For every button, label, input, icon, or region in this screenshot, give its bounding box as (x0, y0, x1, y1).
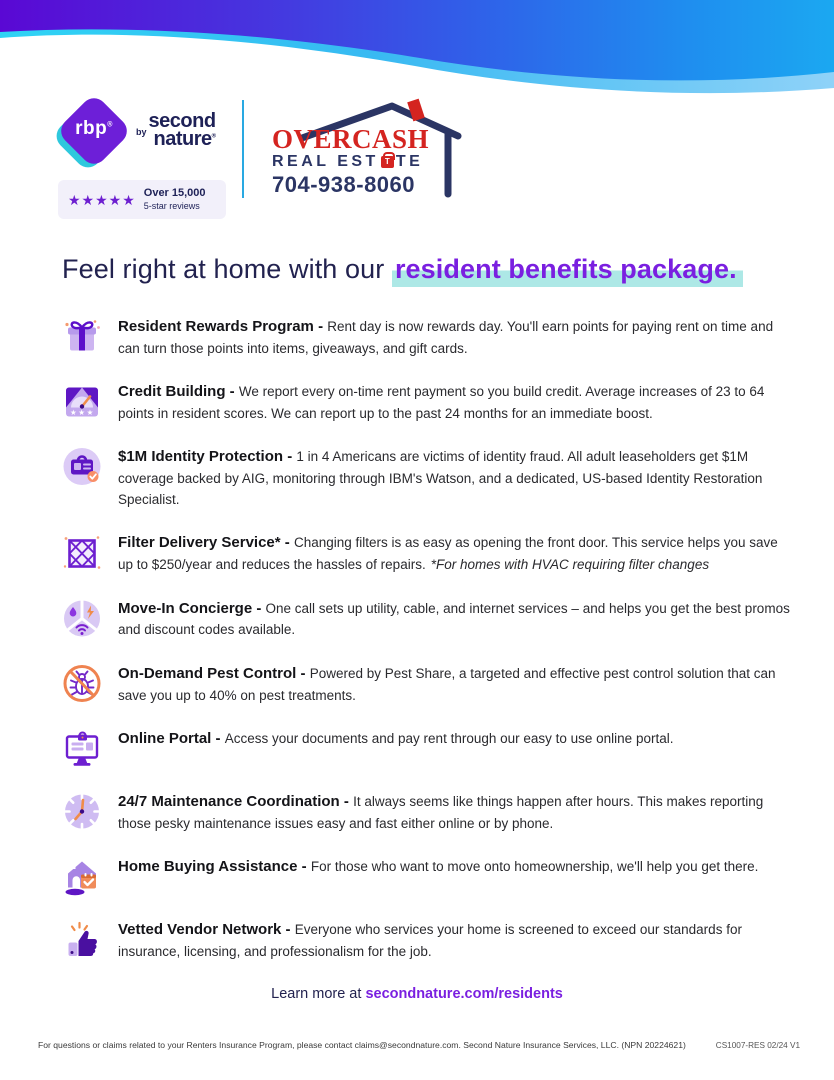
benefit-text: $1M Identity Protection - 1 in 4 Americans are victims of identity fraud. All adult leaseholders get $1M coverage backed by AIG, monitoring through IBM's Watson, and a dedicated, US-based Identity Restoration Specialist. (118, 448, 763, 507)
benefit-resident-rewards (62, 315, 796, 359)
benefit-text: Online Portal - Access your documents and pay rent through our easy to use online portal. (118, 730, 674, 748)
logo-divider (242, 100, 244, 198)
benefit-filter-delivery (62, 531, 796, 575)
benefit-text: Move-In Concierge - One call sets up utility, cable, and internet services – and helps you get the best promos and discount codes available. (118, 599, 790, 638)
benefit-maintenance-coordination (62, 790, 796, 834)
benefit-text: 24/7 Maintenance Coordination - It always seems like things happen after hours. This makes reporting those pesky maintenance issues easy and fast either online or by phone. (118, 793, 764, 831)
benefit-text: On-Demand Pest Control - Powered by Pest Share, a targeted and effective pest control solution that can save you up to 40% on pest treatments. (118, 664, 776, 703)
pest-control-icon (62, 663, 102, 704)
fine-print: For questions or claims related to your Renters Insurance Program, please contact claims@secondnature.com. Second Nature Insurance Services, LLC. (NPN 20224621) (38, 1040, 686, 1050)
benefit-home-buying (62, 855, 796, 897)
logo-row (0, 96, 834, 219)
svg-text:★: ★ (86, 408, 94, 418)
learn-more (0, 986, 834, 1002)
overcash-real-estate: REAL EST T TE (272, 153, 424, 170)
phone-number: 704-938-8060 (272, 172, 416, 198)
learn-more-label: Learn more at (271, 986, 366, 1002)
reviews-count: Over 15,000 (143, 187, 206, 199)
rbp-trademark: ® (107, 121, 113, 129)
svg-text:★: ★ (70, 408, 77, 418)
overcash-logo (272, 98, 472, 210)
benefit-identity-protection (62, 445, 796, 510)
svg-text:★: ★ (78, 408, 86, 418)
header-wave-graphic (0, 0, 834, 100)
benefit-text: Vetted Vendor Network - Everyone who services your home is screened to exceed our standards for insurance, licensing, and professionalism for the job. (118, 921, 742, 960)
second-nature-wordmark: $^{by}$second nature® (136, 110, 216, 151)
move-in-concierge-icon (62, 598, 102, 639)
benefit-text: Home Buying Assistance - For those who want to move onto homeownership, we'll help you get there. (118, 858, 759, 876)
residents-link[interactable]: secondnature.com/residents (365, 986, 563, 1002)
home-check-icon (62, 856, 102, 897)
benefit-pest-control (62, 662, 796, 706)
benefit-text: Resident Rewards Program - Rent day is now rewards day. You'll earn points for paying rent on time and can turn those points into items, giveaways, and gift cards. (118, 317, 774, 356)
benefit-credit-building (62, 380, 796, 424)
thumbs-up-icon (62, 919, 102, 960)
filter-icon (62, 532, 102, 573)
benefit-text: Credit Building - We report every on-time rent payment so you build credit. Average increases of 23 to 64 points in resident scores. We can report up to the past 24 months for an immediate boost. (118, 383, 765, 421)
rbp-logo-text: rbp® (75, 118, 113, 139)
online-portal-icon (62, 728, 102, 769)
clock-icon (62, 791, 102, 832)
five-stars-icon: ★★★★★ (68, 191, 136, 208)
rbp-logo (58, 96, 130, 172)
credit-gauge-icon (62, 381, 102, 422)
padlock-icon: T (381, 156, 394, 168)
gift-icon (62, 316, 102, 357)
reviews-label: 5-star reviews (143, 200, 200, 211)
page-title (62, 253, 794, 287)
fine-print-row (38, 1040, 800, 1050)
overcash-name: OVERCASH (272, 124, 430, 154)
by-label: by (136, 127, 147, 138)
benefit-move-in-concierge (62, 597, 796, 641)
document-code: CS1007-RES 02/24 V1 (715, 1041, 800, 1050)
benefit-text: Filter Delivery Service* - Changing filters is as easy as opening the front door. This service helps you save up to $250/year and reduces the hassles of repairs. *For homes with HVAC requiring filter changes (118, 534, 778, 572)
benefit-online-portal (62, 727, 796, 769)
benefit-footnote: *For homes with HVAC requiring filter changes (430, 557, 710, 572)
headline-highlight: resident benefits package. (392, 254, 743, 287)
id-card-icon (62, 446, 102, 487)
rbp-logo-block (58, 96, 216, 219)
benefits-list (62, 315, 796, 963)
benefit-vetted-vendors (62, 918, 796, 962)
headline-prefix: Feel right at home with our (62, 254, 392, 284)
reviews-badge (58, 180, 226, 219)
